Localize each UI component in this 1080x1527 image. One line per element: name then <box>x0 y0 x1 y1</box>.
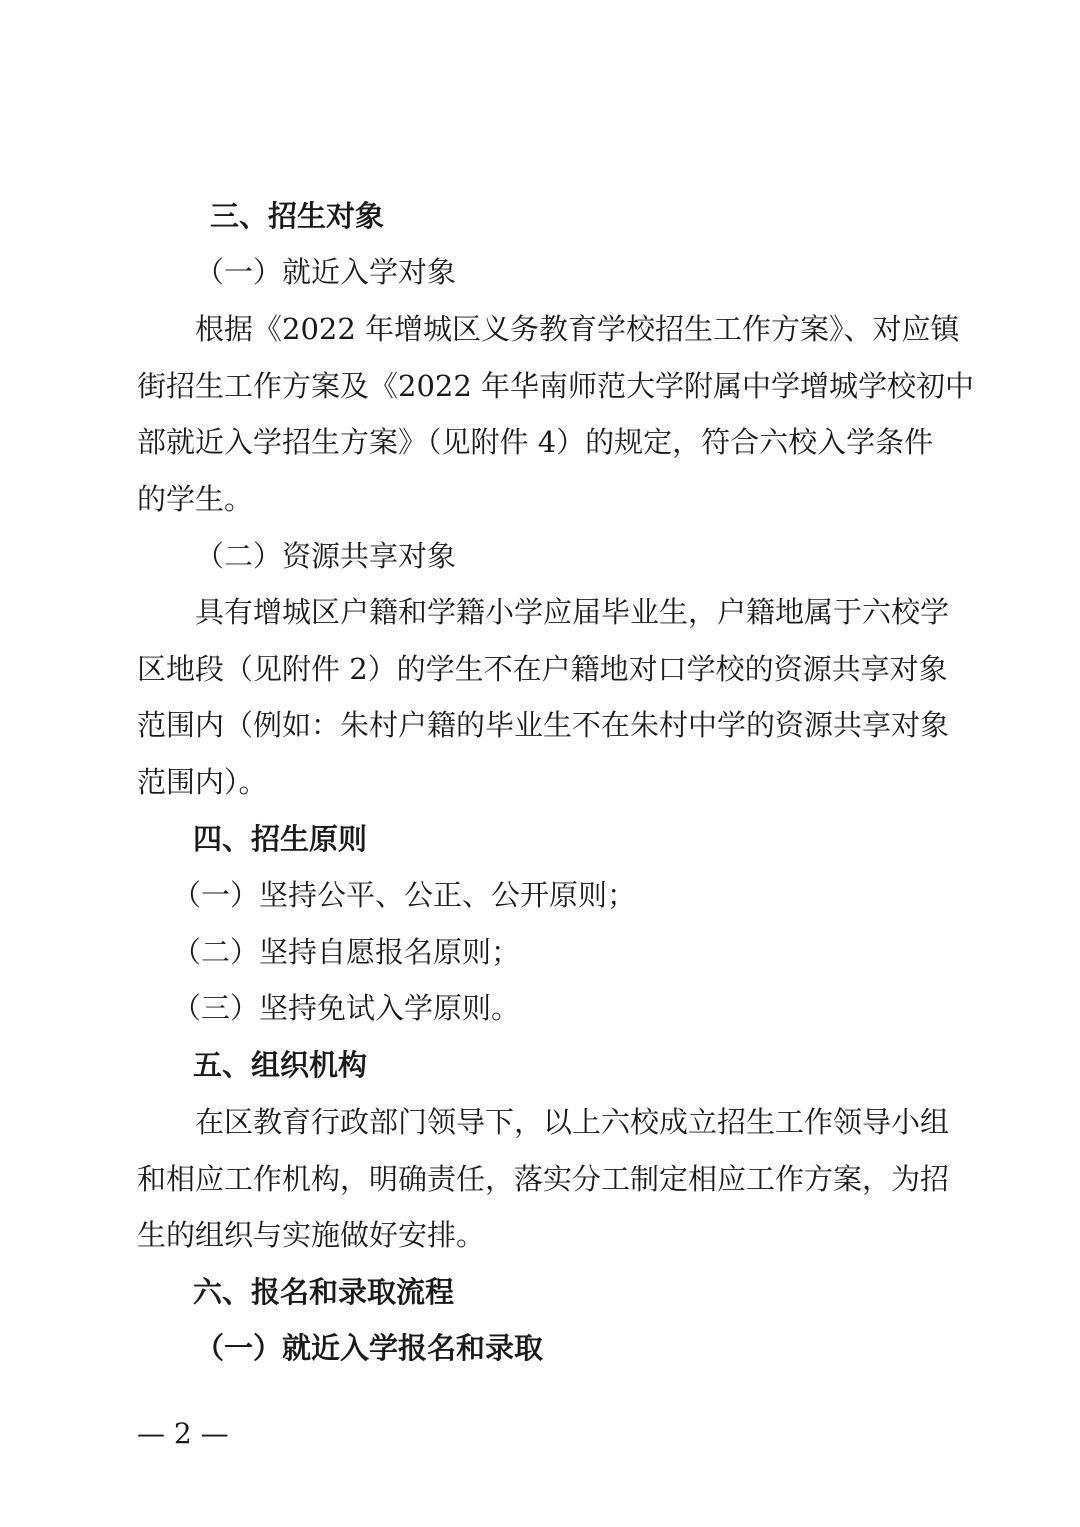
principle-item: （三）坚持免试入学原则。 <box>172 991 521 1025</box>
paragraph-line: 的学生。 <box>137 482 254 516</box>
section-3-sub-2-title: （二）资源共享对象 <box>195 539 457 573</box>
paragraph-line: 和相应工作机构，明确责任，落实分工制定相应工作方案，为招 <box>137 1162 950 1196</box>
paragraph-line: 具有增城区户籍和学籍小学应届毕业生，户籍地属于六校学 <box>195 595 950 629</box>
paragraph-line: 生的组织与实施做好安排。 <box>137 1218 486 1252</box>
section-6-heading: 六、报名和录取流程 <box>193 1275 455 1309</box>
principle-item: （一）坚持公平、公正、公开原则； <box>172 878 637 912</box>
section-3-sub-1-title: （一）就近入学对象 <box>195 255 457 289</box>
paragraph-line: 根据《2022 年增城区义务教育学校招生工作方案》、对应镇 <box>195 312 960 346</box>
paragraph-line: 在区教育行政部门领导下，以上六校成立招生工作领导小组 <box>195 1105 950 1139</box>
paragraph-line: 区地段（见附件 2）的学生不在户籍地对口学校的资源共享对象 <box>137 652 948 686</box>
paragraph-line: 范围内（例如：朱村户籍的毕业生不在朱村中学的资源共享对象 <box>137 708 950 742</box>
section-4-heading: 四、招生原则 <box>193 822 368 856</box>
principle-item: （二）坚持自愿报名原则； <box>172 935 521 969</box>
section-3-heading: 三、招生对象 <box>210 199 385 233</box>
section-6-sub-1-title: （一）就近入学报名和录取 <box>195 1331 544 1365</box>
paragraph-line: 部就近入学招生方案》（见附件 4）的规定，符合六校入学条件 <box>137 425 934 459</box>
paragraph-line: 街招生工作方案及《2022 年华南师范大学附属中学增城学校初中 <box>137 369 975 403</box>
paragraph-line: 范围内）。 <box>137 765 268 799</box>
page-number: — 2 — <box>137 1417 229 1450</box>
section-5-heading: 五、组织机构 <box>193 1048 368 1082</box>
